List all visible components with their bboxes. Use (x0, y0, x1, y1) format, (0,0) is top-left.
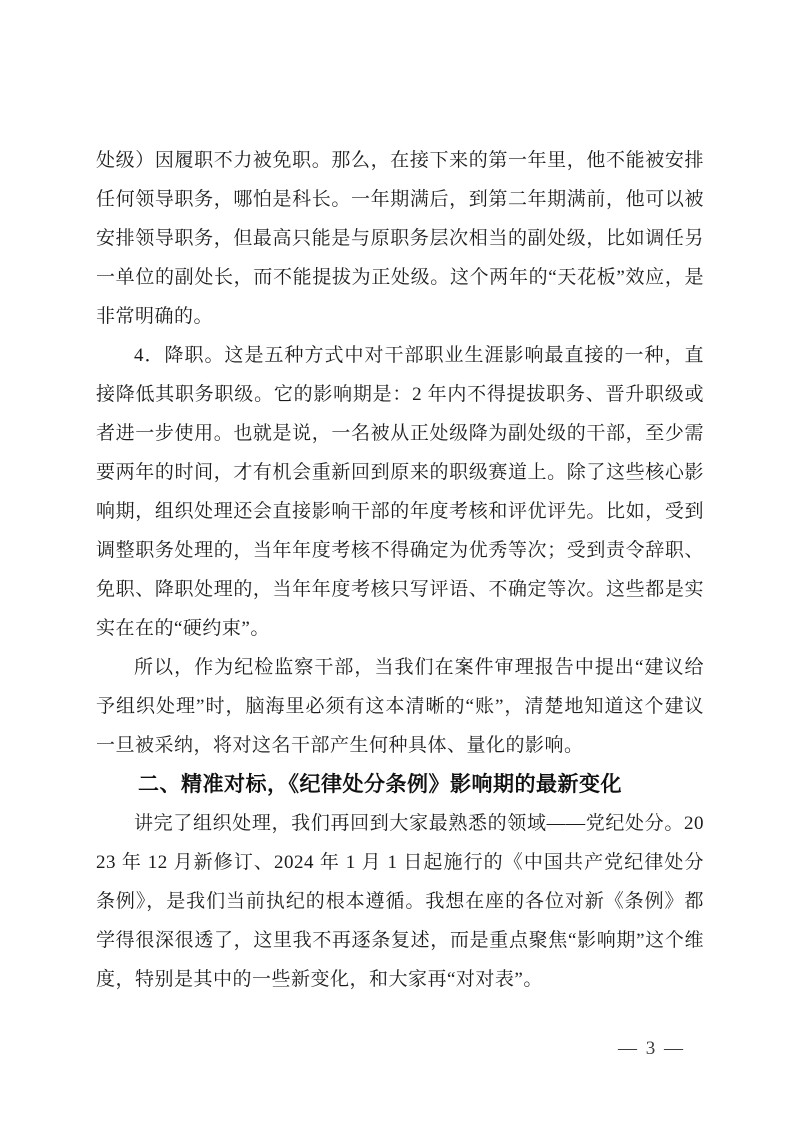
document-body (96, 141, 704, 999)
paragraph-conclusion: 所以，作为纪检监察干部，当我们在案件审理报告中提出“建议给予组织处理”时，脑海里必须有这本清晰的“账”，清楚地知道这个建议一旦被采纳，将对这名干部产生何种具体、量化的影响。 (96, 657, 704, 756)
section-heading: 二、精准对标，《纪律处分条例》影响期的最新变化 (138, 772, 622, 796)
paragraph-discipline-regulation: 讲完了组织处理，我们再回到大家最熟悉的领域——党纪处分。2023 年 12 月新修订、2024 年 1 月 1 日起施行的《中国共产党纪律处分条例》，是我们当前执纪的根本遵循。我想在座的各位对新《条例》都学得很深很透了，这里我不再逐条复述，而是重点聚焦“影响期”这个维度，特别是其中的一些新变化，和大家再“对对表”。 (96, 813, 704, 990)
paragraph-demotion: 4．降职。这是五种方式中对干部职业生涯影响最直接的一种，直接降低其职务职级。它的影响期是：2 年内不得提拔职务、晋升职级或者进一步使用。也就是说，一名被从正处级降为副处级的干部，至少需要两年的时间，才有机会重新回到原来的职级赛道上。除了这些核心影响期，组织处理还会直接影响干部的年度考核和评优评先。比如，受到调整职务处理的，当年年度考核不得确定为优秀等次；受到责令辞职、免职、降职处理的，当年年度考核只写评语、不确定等次。这些都是实实在在的“硬约束”。 (96, 345, 704, 639)
page-number: — 3 — (618, 1038, 685, 1059)
paragraph-continuation: 处级）因履职不力被免职。那么，在接下来的第一年里，他不能被安排任何领导职务，哪怕是科长。一年期满后，到第二年期满前，他可以被安排领导职务，但最高只能是与原职务层次相当的副处级，比如调任另一单位的副处长，而不能提拔为正处级。这个两年的“天花板”效应，是非常明确的。 (96, 150, 704, 327)
